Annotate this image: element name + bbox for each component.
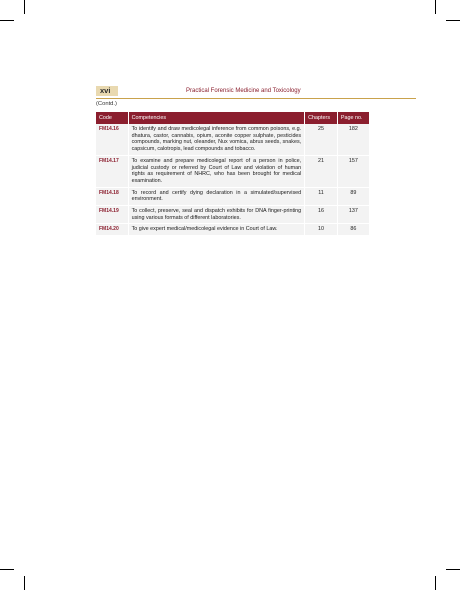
col-page-header: Page no. <box>337 112 369 124</box>
crop-mark <box>446 569 460 570</box>
row-competency: To give expert medical/medicolegal evidence in Court of Law. <box>128 224 305 236</box>
row-competency: To collect, preserve, seal and dispatch exhibits for DNA finger-printing using various formats of different laboratories. <box>128 206 305 224</box>
row-code: FM14.18 <box>96 187 128 205</box>
table-row <box>96 187 369 205</box>
table-row <box>96 155 369 187</box>
running-title: Practical Forensic Medicine and Toxicology <box>186 88 301 94</box>
row-competency: To examine and prepare medicolegal report of a person in police, judicial custody or referred by Court of Law and violation of human rights as requirement of NHRC, who has been brought for medical examination. <box>128 155 305 187</box>
row-chapter: 21 <box>305 155 338 187</box>
row-code: FM14.20 <box>96 224 128 236</box>
page-number: xvi <box>100 86 111 95</box>
crop-mark <box>435 0 436 14</box>
crop-mark <box>24 576 25 590</box>
table-header-row <box>96 112 369 124</box>
page-header <box>96 86 416 99</box>
continued-label: (Contd.) <box>96 101 117 107</box>
row-page: 89 <box>337 187 369 205</box>
crop-mark <box>446 20 460 21</box>
row-page: 137 <box>337 206 369 224</box>
row-competency: To record and certify dying declaration in a simulated/supervised environment. <box>128 187 305 205</box>
crop-mark <box>24 0 25 14</box>
row-code: FM14.19 <box>96 206 128 224</box>
crop-mark <box>0 569 14 570</box>
col-chapters-header: Chapters <box>305 112 338 124</box>
table-row <box>96 206 369 224</box>
row-competency: To identify and draw medicolegal inference from common poisons, e.g. dhatura, castor, cannabis, opium, aconite copper sulphate, pesticides compounds, marking nut, oleander, Nux vomica, abrus seeds, snakes, capsicum, calotropis, lead compounds and tobacco. <box>128 124 305 155</box>
row-code: FM14.16 <box>96 124 128 155</box>
row-chapter: 10 <box>305 224 338 236</box>
crop-mark <box>0 20 14 21</box>
row-page: 157 <box>337 155 369 187</box>
row-chapter: 16 <box>305 206 338 224</box>
competency-table <box>96 112 369 236</box>
crop-mark <box>435 576 436 590</box>
col-competencies-header: Competencies <box>128 112 305 124</box>
row-page: 86 <box>337 224 369 236</box>
table-row <box>96 124 369 155</box>
row-page: 182 <box>337 124 369 155</box>
table-row <box>96 224 369 236</box>
row-chapter: 11 <box>305 187 338 205</box>
col-code-header: Code <box>96 112 128 124</box>
row-code: FM14.17 <box>96 155 128 187</box>
row-chapter: 25 <box>305 124 338 155</box>
